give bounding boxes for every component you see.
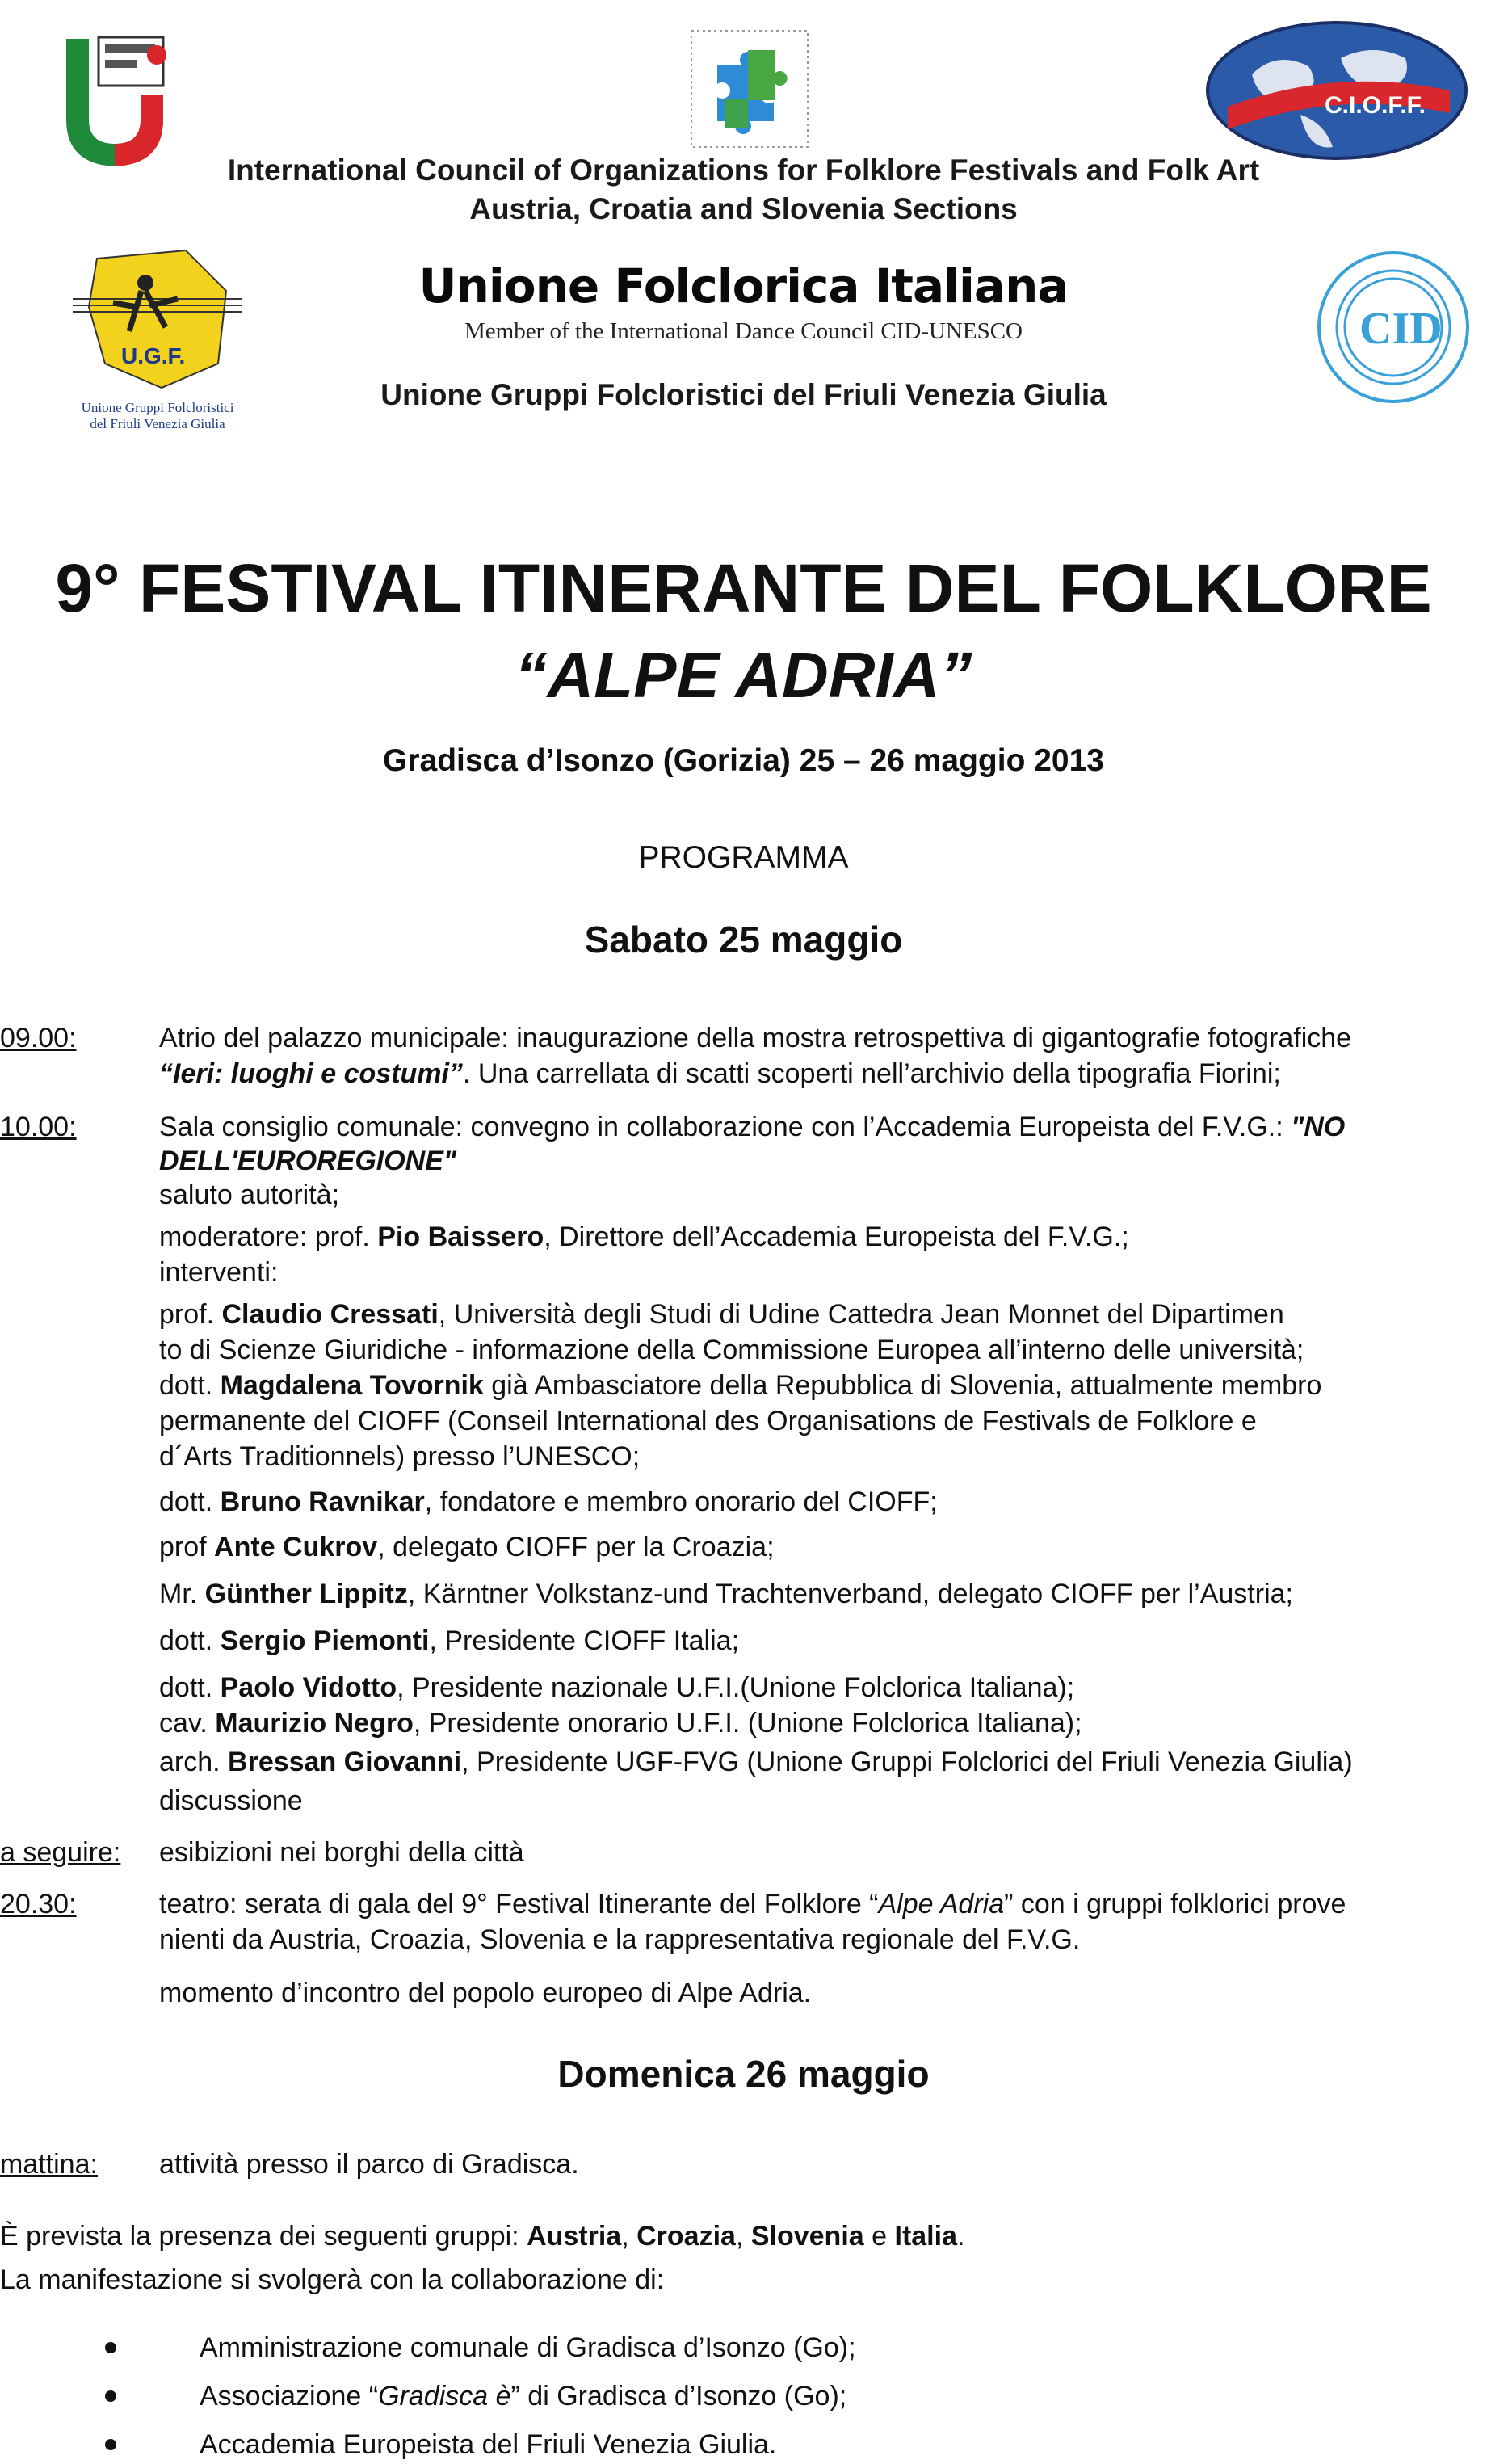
collaboration-intro: La manifestazione si svolgerà con la collaborazione di: — [0, 2264, 665, 2295]
speaker-name: Maurizio Negro — [215, 1708, 414, 1739]
separator: , — [735, 2221, 751, 2252]
event-0900-rest: . Una carrellata di scatti scoperti nell’archivio della tipografia Fiorini; — [462, 1058, 1281, 1089]
speaker-role: , Presidente CIOFF Italia; — [429, 1625, 740, 1656]
speaker-role: , Presidente onorario U.F.I. (Unione Folclorica Italiana); — [413, 1708, 1082, 1739]
org-line-1: International Council of Organizations for Folklore Festivals and Folk Art — [227, 153, 1260, 187]
speaker-name: Paolo Vidotto — [220, 1672, 397, 1703]
speaker-role: già Ambasciatore della Repubblica di Slovenia, attualmente membro — [483, 1370, 1322, 1401]
group-austria: Austria — [527, 2221, 622, 2252]
ugf-logo-caption: Unione Gruppi Folcloristici del Friuli Venezia Giulia — [81, 400, 234, 431]
event-a-seguire: esibizioni nei borghi della città — [159, 1837, 524, 1868]
speaker-tovornik-line2: permanente del CIOFF (Conseil International des Organisations de Festivals de Folklore e — [159, 1406, 1257, 1436]
event-1000-text: Sala consiglio comunale: convegno in collaborazione con l’Accademia Europeista del F.V.G.: — [159, 1112, 1292, 1142]
event-0900-line1: Atrio del palazzo municipale: inaugurazione della mostra retrospettiva di gigantografie fotografiche — [159, 1023, 1352, 1053]
speaker-title: cav. — [159, 1708, 216, 1739]
period: . — [956, 2221, 965, 2252]
speaker-role: , delegato CIOFF per la Croazia; — [377, 1532, 775, 1562]
speaker-name: Ante Cukrov — [214, 1532, 378, 1562]
ufi-member-line: Member of the International Dance Council CID-UNESCO — [464, 318, 1023, 344]
speaker-name: Bressan Giovanni — [228, 1747, 462, 1777]
moderator-prefix: moderatore: prof. — [159, 1221, 378, 1252]
separator: e — [863, 2221, 895, 2252]
time-0900: 09.00: — [0, 1023, 77, 1053]
group-italia: Italia — [894, 2221, 957, 2252]
speaker-role: , Università degli Studi di Udine Cattedra Jean Monnet del Dipartimen — [438, 1299, 1284, 1330]
event-1000-title-end: DELL'EUROREGIONE" — [159, 1146, 457, 1176]
speaker-title: dott. — [159, 1486, 221, 1517]
event-1000-title-start: "NO — [1291, 1112, 1346, 1142]
moderator-name: Pio Baissero — [377, 1221, 544, 1252]
speaker-role: , Presidente UGF-FVG (Unione Gruppi Folclorici del Friuli Venezia Giulia) — [461, 1747, 1353, 1777]
discussione-line: discussione — [159, 1785, 303, 1816]
speaker-name: Sergio Piemonti — [220, 1625, 430, 1656]
moderator-role: , Direttore dell’Accademia Europeista del F.V.G.; — [544, 1221, 1129, 1252]
speaker-name: Bruno Ravnikar — [220, 1486, 425, 1517]
time-2030: 20.30: — [0, 1889, 77, 1919]
speaker-title: dott. — [159, 1370, 221, 1401]
speaker-title: prof. — [159, 1299, 222, 1330]
speaker-role: , Kärntner Volkstanz-und Trachtenverband, delegato CIOFF per l’Austria; — [407, 1579, 1293, 1609]
speaker-title: dott. — [159, 1625, 221, 1656]
speaker-tovornik-line1 — [159, 1370, 1321, 1402]
speaker-title: Mr. — [159, 1579, 205, 1609]
bullet-icon — [105, 2390, 116, 2402]
bullet-icon — [105, 2342, 116, 2353]
event-1000-line1 — [159, 1112, 1345, 1143]
event-2030-text: teatro: serata di gala del 9° Festival Itinerante del Folklore “ — [159, 1889, 879, 1919]
collaborator-name: Gradisca è — [378, 2381, 511, 2411]
time-a-seguire: a seguire: — [0, 1837, 121, 1868]
event-2030-line3: momento d’incontro del popolo europeo di Alpe Adria. — [159, 1978, 812, 2008]
collaborator-item: Amministrazione comunale di Gradisca d’Isonzo (Go); — [200, 2332, 856, 2363]
time-mattina: mattina: — [0, 2149, 98, 2180]
speaker-title: dott. — [159, 1672, 221, 1703]
group-croazia: Croazia — [636, 2221, 736, 2252]
speaker-role: , fondatore e membro onorario del CIOFF; — [424, 1486, 938, 1517]
event-0900-quote: “Ieri: luoghi e costumi” — [159, 1058, 463, 1089]
event-0900-line2 — [159, 1058, 1281, 1090]
cioff-logo-label: C.I.O.F.F. — [1325, 92, 1426, 119]
event-2030-rest: ” con i gruppi folklorici prove — [1004, 1889, 1346, 1919]
speaker-name: Claudio Cressati — [221, 1299, 439, 1330]
speaker-cressati-line2: to di Scienze Giuridiche - informazione della Commissione Europea all’interno delle università; — [159, 1335, 1304, 1365]
collaborator-item: Accademia Europeista del Friuli Venezia Giulia. — [200, 2429, 777, 2460]
speaker-name: Günther Lippitz — [204, 1579, 408, 1609]
event-2030-festival: Alpe Adria — [878, 1889, 1005, 1919]
speaker-ravnikar — [159, 1486, 938, 1518]
speaker-bressan — [159, 1747, 1353, 1778]
speaker-vidotto — [159, 1672, 1074, 1704]
speaker-role: , Presidente nazionale U.F.I.(Unione Folclorica Italiana); — [397, 1672, 1075, 1703]
place-and-date: Gradisca d’Isonzo (Gorizia) 25 – 26 maggio 2013 — [383, 743, 1104, 778]
ugf-full-name: Unione Gruppi Folcloristici del Friuli Venezia Giulia — [380, 378, 1107, 411]
speaker-tovornik-line3: d´Arts Traditionnels) presso l’UNESCO; — [159, 1441, 641, 1472]
separator: , — [621, 2221, 637, 2252]
event-2030-line2: nienti da Austria, Croazia, Slovenia e la rappresentativa regionale del F.V.G. — [159, 1924, 1081, 1955]
sunday-heading: Domenica 26 maggio — [557, 2053, 930, 2095]
collaborator-suffix: ” di Gradisca d’Isonzo (Go); — [510, 2381, 847, 2411]
festival-title: 9° FESTIVAL ITINERANTE DEL FOLKLORE — [55, 550, 1432, 626]
speaker-piemonti — [159, 1625, 739, 1657]
speaker-negro — [159, 1708, 1082, 1739]
saluto-line: saluto autorità; — [159, 1179, 340, 1210]
speaker-name: Magdalena Tovornik — [220, 1370, 484, 1401]
group-slovenia: Slovenia — [750, 2221, 864, 2252]
collaborator-item — [200, 2378, 846, 2414]
festival-subtitle: “ALPE ADRIA” — [515, 639, 972, 711]
speaker-title: arch. — [159, 1747, 229, 1777]
bullet-icon — [105, 2439, 116, 2450]
time-1000: 10.00: — [0, 1112, 77, 1142]
moderator-line — [159, 1221, 1129, 1253]
speaker-cukrov — [159, 1532, 775, 1563]
interventi-label: interventi: — [159, 1257, 279, 1288]
event-mattina: attività presso il parco di Gradisca. — [159, 2149, 579, 2180]
speaker-cressati-line1 — [159, 1299, 1284, 1331]
speaker-lippitz — [159, 1579, 1293, 1610]
ufi-name: Unione Folclorica Italiana — [418, 259, 1069, 313]
ugf-logo-label: U.G.F. — [121, 343, 186, 368]
speaker-title: prof — [159, 1532, 215, 1562]
groups-intro: È prevista la presenza dei seguenti gruppi: — [0, 2221, 527, 2252]
saturday-heading: Sabato 25 maggio — [584, 919, 903, 961]
collaborator-prefix: Associazione “ — [200, 2381, 379, 2411]
org-line-2: Austria, Croatia and Slovenia Sections — [469, 192, 1018, 225]
cid-logo-label: CID — [1359, 304, 1443, 354]
groups-line — [0, 2218, 964, 2254]
programma-heading: PROGRAMMA — [638, 840, 849, 875]
event-2030-line1 — [159, 1889, 1346, 1920]
